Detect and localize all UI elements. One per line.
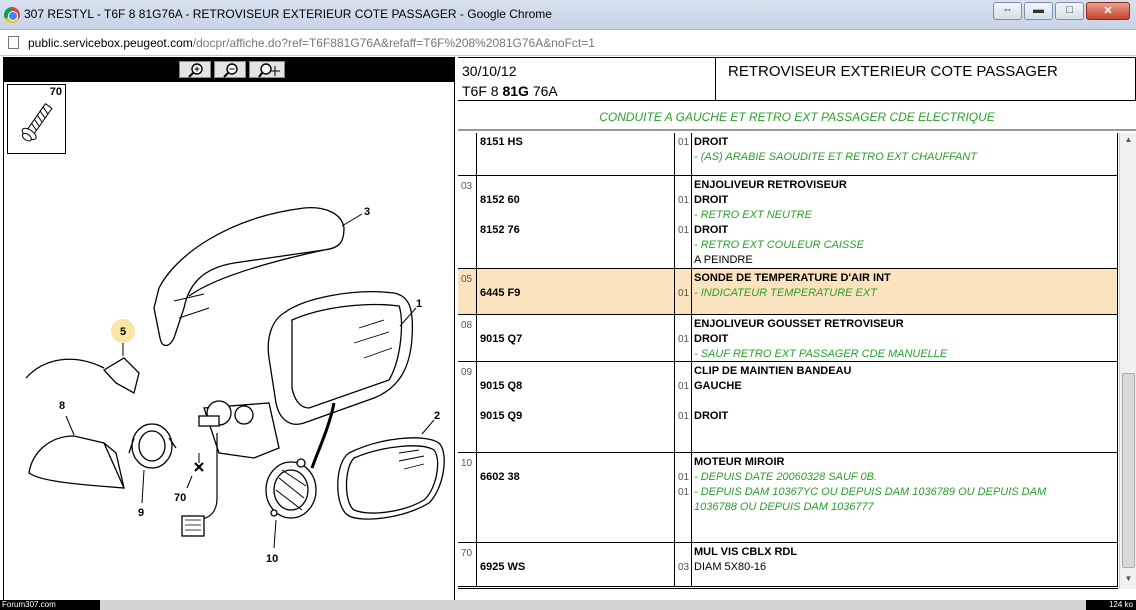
condition-text: CONDUITE A GAUCHE ET RETRO EXT PASSAGER CDE ELECTRIQUE xyxy=(599,110,995,124)
scroll-thumb[interactable] xyxy=(1122,373,1135,568)
diagram-panel xyxy=(3,57,455,601)
part-note: - DEPUIS DAM 10367YC OU DEPUIS DAM 1036789 OU DEPUIS DAM xyxy=(694,486,1047,498)
page-title: RETROVISEUR EXTERIEUR COTE PASSAGER xyxy=(728,63,1058,80)
part-side: GAUCHE xyxy=(694,380,742,392)
group-number: 09 xyxy=(461,367,473,378)
label-part-3: 3 xyxy=(364,206,371,218)
zoom-pan-icon xyxy=(258,63,280,78)
part-9-clip[interactable] xyxy=(129,424,176,468)
connector-plug xyxy=(182,516,204,536)
part-side: DROIT xyxy=(694,410,729,422)
part-reference[interactable]: 9015 Q7 xyxy=(480,333,523,345)
label-part-9: 9 xyxy=(138,507,145,519)
part-note: - DEPUIS DATE 20060328 SAUF 0B. xyxy=(694,471,878,483)
condition-bar xyxy=(458,101,1136,131)
label-part-70: 70 xyxy=(174,492,187,504)
table-row[interactable] xyxy=(458,315,1118,362)
part-reference[interactable]: 9015 Q8 xyxy=(480,380,523,392)
part-reference[interactable]: 8152 60 xyxy=(480,194,520,206)
screw-icon xyxy=(8,85,65,153)
part-side: DROIT xyxy=(694,333,729,345)
part-note: - RETRO EXT COULEUR CAISSE xyxy=(694,239,864,251)
table-row[interactable] xyxy=(458,133,1118,176)
address-bar[interactable] xyxy=(0,30,1136,56)
reference-header xyxy=(458,57,716,101)
url-path: /docpr/affiche.do?ref=T6F881G76A&refaff=T6F%208%2081G76A&noFct=1 xyxy=(192,36,595,50)
part-reference[interactable]: 6445 F9 xyxy=(480,287,521,299)
zoom-pan-button[interactable] xyxy=(249,61,285,78)
table-column-divider xyxy=(675,362,692,452)
part-quantity: 03 xyxy=(678,562,690,573)
part-detail: A PEINDRE xyxy=(694,254,753,266)
label-part-2: 2 xyxy=(434,410,441,422)
label-part-8: 8 xyxy=(59,400,66,412)
zoom-in-icon xyxy=(188,63,204,78)
part-reference[interactable]: 6925 WS xyxy=(480,561,526,573)
part-detail: DIAM 5X80-16 xyxy=(694,561,767,573)
group-number: 05 xyxy=(461,274,473,285)
minimize-icon: ▬ xyxy=(1033,4,1044,16)
part-quantity: 01 xyxy=(678,334,690,345)
part-side: DROIT xyxy=(694,224,729,236)
parts-panel xyxy=(458,57,1136,591)
diagram-toolbar xyxy=(4,58,454,82)
part-quantity: 01 xyxy=(678,487,690,498)
image-size: 124 ko xyxy=(1086,600,1136,610)
parts-table xyxy=(458,133,1118,589)
part-quantity: 01 xyxy=(678,472,690,483)
table-column-divider xyxy=(477,362,675,452)
table-row[interactable] xyxy=(458,269,1118,315)
part-quantity: 01 xyxy=(678,381,690,392)
part-quantity: 01 xyxy=(678,288,690,299)
part-reference[interactable]: 9015 Q9 xyxy=(480,410,523,422)
screw-thumbnail[interactable] xyxy=(7,84,66,154)
zoom-out-icon xyxy=(223,63,239,78)
part-side: DROIT xyxy=(694,136,729,148)
zoom-in-button[interactable] xyxy=(179,61,211,78)
group-number: 70 xyxy=(461,548,473,559)
close-icon: ✕ xyxy=(1103,5,1113,17)
table-row[interactable] xyxy=(458,453,1118,543)
url-host: public.servicebox.peugeot.com xyxy=(28,36,193,50)
table-row[interactable] xyxy=(458,176,1118,269)
maximize-icon: □ xyxy=(1066,4,1073,16)
table-row[interactable] xyxy=(458,543,1118,587)
zoom-out-button[interactable] xyxy=(214,61,246,78)
group-number: 10 xyxy=(461,458,473,469)
ref-prefix: T6F 8 xyxy=(462,83,503,99)
part-1-housing[interactable] xyxy=(199,292,412,458)
restore-button[interactable] xyxy=(993,2,1022,20)
part-title: CLIP DE MAINTIEN BANDEAU xyxy=(694,365,852,377)
part-note: - (AS) ARABIE SAOUDITE ET RETRO EXT CHAUFFANT xyxy=(694,151,977,163)
part-10-motor[interactable] xyxy=(266,459,316,518)
part-note: - RETRO EXT NEUTRE xyxy=(694,209,812,221)
part-8-gusset[interactable] xyxy=(29,436,124,488)
part-2-glass[interactable] xyxy=(338,438,444,519)
part-title: ENJOLIVEUR GOUSSET RETROVISEUR xyxy=(694,318,904,330)
scrollbar[interactable] xyxy=(1119,133,1136,589)
part-quantity: 01 xyxy=(678,137,690,148)
part-reference[interactable]: 6602 38 xyxy=(480,471,520,483)
part-title: ENJOLIVEUR RETROVISEUR xyxy=(694,179,847,191)
part-side: DROIT xyxy=(694,194,729,206)
page-icon xyxy=(8,36,19,49)
status-bar xyxy=(0,600,1136,610)
scroll-down-icon[interactable]: ▼ xyxy=(1124,574,1133,583)
window-titlebar xyxy=(0,0,1136,30)
part-title: MOTEUR MIROIR xyxy=(694,456,785,468)
url-text[interactable] xyxy=(28,36,595,50)
scroll-up-icon[interactable]: ▲ xyxy=(1124,135,1133,144)
title-header xyxy=(716,57,1136,101)
part-quantity: 01 xyxy=(678,225,690,236)
part-title: SONDE DE TEMPERATURE D'AIR INT xyxy=(694,272,891,284)
part-70-screw[interactable] xyxy=(187,453,203,488)
table-column-divider xyxy=(675,176,692,268)
exploded-view-diagram xyxy=(4,154,454,600)
label-part-1: 1 xyxy=(416,298,423,310)
part-5-sensor[interactable] xyxy=(26,358,139,393)
table-column-divider xyxy=(458,133,477,175)
chrome-logo-icon xyxy=(4,7,20,23)
thumb-part-number: 70 xyxy=(49,86,62,98)
table-column-divider xyxy=(477,453,675,542)
table-column-divider xyxy=(477,176,675,268)
part-title: MUL VIS CBLX RDL xyxy=(694,546,798,558)
ref-bold: 81G xyxy=(502,83,529,99)
label-part-5: 5 xyxy=(120,326,127,338)
part-quantity: 01 xyxy=(678,411,690,422)
catalog-date: 30/10/12 xyxy=(462,63,517,79)
maximize-button[interactable] xyxy=(1055,2,1084,20)
group-number: 03 xyxy=(461,181,473,192)
part-note: - SAUF RETRO EXT PASSAGER CDE MANUELLE xyxy=(694,348,948,360)
part-note: 1036788 OU DEPUIS DAM 1036777 xyxy=(694,501,874,513)
part-reference[interactable]: 8152 76 xyxy=(480,224,520,236)
restore-icon: ⇔ xyxy=(1002,4,1013,16)
forum-watermark: Forum307.com xyxy=(0,600,100,610)
label-part-10: 10 xyxy=(266,553,279,565)
catalog-reference xyxy=(462,83,558,99)
minimize-button[interactable] xyxy=(1024,2,1053,20)
part-reference[interactable]: 8151 HS xyxy=(480,136,523,148)
close-button[interactable] xyxy=(1086,2,1130,20)
window-title: 307 RESTYL - T6F 8 81G76A - RETROVISEUR EXTERIEUR COTE PASSAGER - Google Chrome xyxy=(24,7,552,21)
part-note: - INDICATEUR TEMPERATURE EXT xyxy=(694,287,877,299)
ref-suffix: 76A xyxy=(528,83,558,99)
window-controls xyxy=(993,2,1130,20)
part-quantity: 01 xyxy=(678,195,690,206)
group-number: 08 xyxy=(461,320,473,331)
table-row[interactable] xyxy=(458,362,1118,453)
